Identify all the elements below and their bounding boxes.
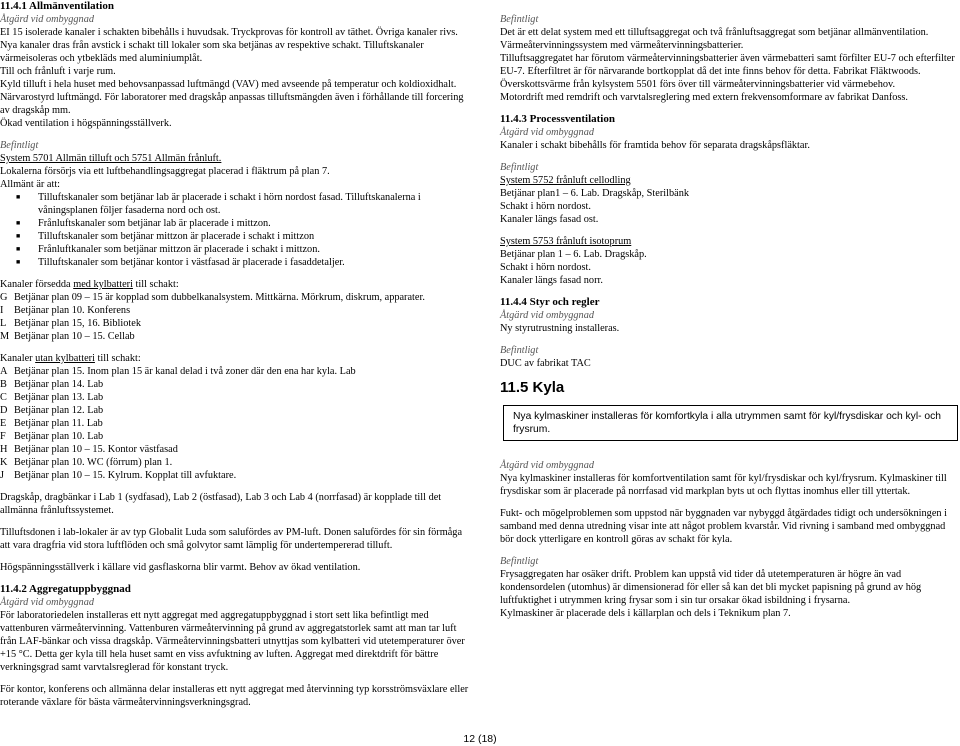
paragraph: Fukt- och mögelproblemen som uppstod när byggnaden var nybyggd åtgärdades tidigt och undersökningen i samband med denna utredning visar inte att något problem kvarstår. Vid rivning i samband med ombyggnad bör dock ytterligare en kontroll göras av schakt för kyla. bbox=[500, 508, 947, 545]
bullet-icon: ■ bbox=[16, 219, 21, 227]
paragraph: EI 15 isolerade kanaler i schakten bibehålls i huvudsak. Tryckprovas för kontroll av täthet. Övriga kanaler rivs. bbox=[0, 27, 458, 38]
paragraph: Tilluftsdonen i lab-lokaler är av typ Globalit Luda som salufördes av PM-luft. Donen salufördes för sin förmåga att vara dragfria vid stora luftflöden och små golvytor samt lämplig för undertempererad tilluft. bbox=[0, 527, 463, 551]
left-column bbox=[0, 0, 470, 709]
summary-box: Nya kylmaskiner installeras för komfortkyla i alla utrymmen samt för kyl/frysdiskar och kyl- och frysrum. bbox=[503, 405, 958, 441]
list-item: L Betjänar plan 15, 16. Bibliotek bbox=[0, 318, 141, 329]
action-label: Åtgärd vid ombyggnad bbox=[500, 460, 594, 471]
paragraph: Allmänt är att: bbox=[0, 179, 61, 190]
section-heading-11-4-4: 11.4.4 Styr och regler bbox=[500, 296, 600, 308]
list-item: H Betjänar plan 10 – 15. Kontor västfasad bbox=[0, 444, 178, 455]
paragraph: Kyld tilluft i hela huset med behovsanpassad luftmängd (VAV) med avseende på temperatur och koldioxidhalt. Närvarostyrd luftmängd. För laboratorer med dragskåp anpassas tilluftsmängden även i förhållande till forcering av dragskåp mm. bbox=[0, 79, 464, 116]
existing-label: Befintligt bbox=[500, 345, 539, 356]
without-battery-list bbox=[0, 365, 470, 482]
paragraph: Kanaler i schakt bibehålls för framtida behov för separata dragskåpsfläktar. bbox=[500, 140, 810, 151]
text-line: Schakt i hörn nordost. bbox=[500, 262, 591, 273]
paragraph: Till och frånluft i varje rum. bbox=[0, 66, 116, 77]
list-item: A Betjänar plan 15. Inom plan 15 är kanal delad i två zoner där den ena har kyla. Lab bbox=[0, 366, 356, 377]
paragraph: Tilluftsaggregatet har förutom värmeåtervinningsbatterier även värmebatteri samt förfilter EU-7 och efterfilter EU-7. Efterfiltret är för närvarande bortkopplat då det inte finns behov för detta. Fabrikat Fläktwoods. bbox=[500, 53, 955, 77]
paragraph: Det är ett delat system med ett tilluftsaggregat och två frånluftsaggregat som betjänar allmänventilation. Värmeåtervinningssystem med värmeåtervinningsbatterier. bbox=[500, 27, 929, 51]
text-line: Kanaler längs fasad ost. bbox=[500, 214, 599, 225]
list-item: F Betjänar plan 10. Lab bbox=[0, 431, 104, 442]
list-item: E Betjänar plan 11. Lab bbox=[0, 418, 103, 429]
text-line: Kanaler längs fasad norr. bbox=[500, 275, 603, 286]
system-title: System 5752 frånluft cellodling bbox=[500, 175, 631, 186]
battery-intro: Kanaler försedda med kylbatteri till schakt: bbox=[0, 279, 179, 290]
page-number: 12 (18) bbox=[463, 733, 497, 745]
action-label: Åtgärd vid ombyggnad bbox=[0, 14, 94, 25]
list-item: ■ Frånluftkanaler som betjänar mittzon är placerade i schakt i mittzon. bbox=[16, 244, 320, 255]
list-item: ■ Tilluftskanaler som betjänar mittzon är placerade i schakt i mittzon bbox=[16, 231, 315, 242]
bullet-icon: ■ bbox=[16, 258, 21, 266]
paragraph: DUC av fabrikat TAC bbox=[500, 358, 591, 369]
paragraph: Ny styrutrustning installeras. bbox=[500, 323, 620, 334]
paragraph: Nya kanaler dras från avstick i schakt till lokaler som ska betjänas av respektive schakt. Tilluftskanaler värmeisoleras och ytbekläds med aluminiumplåt. bbox=[0, 40, 424, 64]
with-battery-list bbox=[0, 291, 470, 343]
list-item: C Betjänar plan 13. Lab bbox=[0, 392, 104, 403]
bullet-icon: ■ bbox=[16, 232, 21, 240]
paragraph: Frysaggregaten har osäker drift. Problem kan uppstå vid tider då utetemperaturen är högre än vad kondensordelen (utomhus) är dimensionerad för eller så kan det bli mycket papisning på grund av hög luftfuktighet i utrymmen kring frysar som i sin tur orsakar ökad isbildning i frysarna. bbox=[500, 569, 922, 606]
right-column bbox=[500, 0, 958, 620]
paragraph: För laboratoriedelen installeras ett nytt aggregat med aggregatuppbyggnad i stort sett lika befintligt med vattenburen värmeåtervinning. Vattenburen värmeåtervinning på grund av aggregatstorlek samt att man tar luft från LAF-bänkar och vissa dragskåp. Värmeåtervinningsbatteri utnyttjas som kylbatteri vid utetemperaturer över +15 °C. Detta ger kyla till hela huset samt en viss avfuktning av luften. Aggregat med direktdrift för bättre verkningsgrad samt varvtalsreglerad för konstant tryck. bbox=[0, 610, 465, 673]
paragraph: Lokalerna försörjs via ett luftbehandlingsaggregat placerad i fläktrum på plan 7. bbox=[0, 166, 330, 177]
list-item: D Betjänar plan 12. Lab bbox=[0, 405, 104, 416]
existing-label: Befintligt bbox=[500, 556, 539, 567]
section-heading-11-4-3: 11.4.3 Processventilation bbox=[500, 113, 615, 125]
bullet-icon: ■ bbox=[16, 193, 21, 201]
no-battery-intro: Kanaler utan kylbatteri till schakt: bbox=[0, 353, 141, 364]
action-label: Åtgärd vid ombyggnad bbox=[0, 597, 94, 608]
paragraph: Nya kylmaskiner installeras för komfortventilation samt för kyl/frysdiskar och kyl/frysrum. Kylmaskiner till frysdiskar som är placerade på norrfasad vid markplan byts ut och flyttas inomhus eller till yttertak. bbox=[500, 473, 947, 497]
list-item: I Betjänar plan 10. Konferens bbox=[0, 305, 131, 316]
text-line: Betjänar plan1 – 6. Lab. Dragskåp, Sterilbänk bbox=[500, 188, 690, 199]
list-item: B Betjänar plan 14. Lab bbox=[0, 379, 104, 390]
list-item: ■ Tilluftskanaler som betjänar kontor i västfasad är placerade i fasaddetaljer. bbox=[16, 257, 345, 268]
text-line: Schakt i hörn nordost. bbox=[500, 201, 591, 212]
list-item: K Betjänar plan 10. WC (förrum) plan 1. bbox=[0, 457, 173, 468]
existing-label: Befintligt bbox=[500, 14, 539, 25]
text-line: Betjänar plan 1 – 6. Lab. Dragskåp. bbox=[500, 249, 647, 260]
bullet-icon: ■ bbox=[16, 245, 21, 253]
paragraph: Ökad ventilation i högspänningsställverk. bbox=[0, 118, 172, 129]
list-item: M Betjänar plan 10 – 15. Cellab bbox=[0, 331, 135, 342]
paragraph: Motordrift med remdrift och varvtalsreglering med extern frekvensomformare av fabrikat Danfoss. bbox=[500, 92, 909, 103]
action-label: Åtgärd vid ombyggnad bbox=[500, 310, 594, 321]
existing-label: Befintligt bbox=[0, 140, 39, 151]
system-title: System 5701 Allmän tilluft och 5751 Allmän frånluft. bbox=[0, 153, 222, 164]
paragraph: Överskottsvärme från kylsystem 5501 förs över till värmeåtervinningsbatterier vid värmebehov. bbox=[500, 79, 896, 90]
list-item: G Betjänar plan 09 – 15 är kopplad som dubbelkanalsystem. Mittkärna. Mörkrum, diskrum, apparater. bbox=[0, 292, 425, 303]
list-item: ■ Frånluftskanaler som betjänar lab är placerade i mittzon. bbox=[16, 218, 271, 229]
system-title: System 5753 frånluft isotoprum bbox=[500, 236, 632, 247]
existing-label: Befintligt bbox=[500, 162, 539, 173]
section-heading-11-4-2: 11.4.2 Aggregatuppbyggnad bbox=[0, 583, 131, 595]
action-label: Åtgärd vid ombyggnad bbox=[500, 127, 594, 138]
list-item: ■ Tilluftskanaler som betjänar lab är placerade i schakt i hörn nordost fasad. Tilluftskanalerna i våningsplanen följer fasaderna nord och ost. bbox=[16, 192, 421, 216]
paragraph: Högspänningsställverk i källare vid gasflaskorna blir varmt. Behov av ökad ventilation. bbox=[0, 562, 361, 573]
paragraph: Kylmaskiner är placerade dels i källarplan och dels i Teknikum plan 7. bbox=[500, 608, 791, 619]
section-heading-11-4-1: 11.4.1 Allmänventilation bbox=[0, 0, 114, 12]
paragraph: Dragskåp, dragbänkar i Lab 1 (sydfasad), Lab 2 (östfasad), Lab 3 och Lab 4 (norrfasad) är kopplade till det allmänna frånluftssystemet. bbox=[0, 492, 442, 516]
section-heading-11-5: 11.5 Kyla bbox=[500, 379, 565, 396]
list-item: J Betjänar plan 10 – 15. Kylrum. Kopplat till avfuktare. bbox=[0, 470, 237, 481]
paragraph: För kontor, konferens och allmänna delar installeras ett nytt aggregat med återvinning typ korsströmsväxlare eller roterande växlare för bästa värmeåtervinningsverkningsgrad. bbox=[0, 684, 469, 708]
bullet-list bbox=[0, 191, 470, 269]
